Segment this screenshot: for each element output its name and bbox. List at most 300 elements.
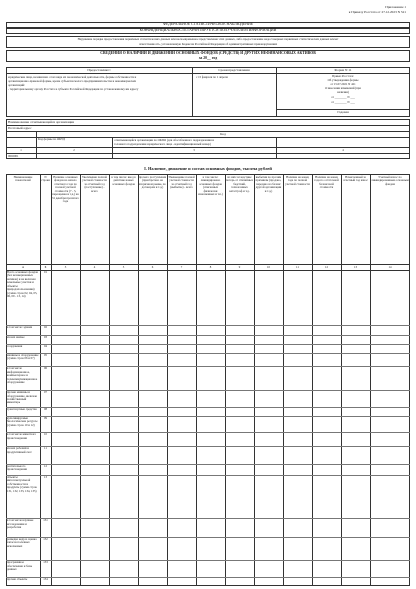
table-header-cell: Наличие на конец года по остаточной балансовой стоимости bbox=[314, 175, 339, 190]
value-cell[interactable] bbox=[254, 577, 283, 586]
value-cell[interactable] bbox=[196, 335, 225, 344]
value-cell[interactable] bbox=[312, 577, 341, 586]
value-cell[interactable] bbox=[254, 518, 283, 537]
value-cell[interactable] bbox=[167, 325, 196, 335]
row-label: растительного происхождения bbox=[7, 464, 27, 472]
value-cell[interactable] bbox=[312, 407, 341, 416]
column-number: Б bbox=[44, 264, 47, 269]
value-cell[interactable] bbox=[196, 416, 225, 433]
value-cell[interactable] bbox=[51, 464, 80, 475]
value-cell[interactable] bbox=[254, 353, 283, 367]
value-cell[interactable] bbox=[138, 390, 167, 407]
value-cell[interactable] bbox=[370, 270, 410, 325]
value-cell[interactable] bbox=[196, 464, 225, 475]
value-cell[interactable] bbox=[109, 407, 138, 416]
value-cell[interactable] bbox=[109, 366, 138, 390]
row-number: 10 bbox=[44, 432, 47, 437]
value-cell[interactable] bbox=[167, 537, 196, 561]
value-cell[interactable] bbox=[225, 416, 254, 433]
row-number: 07 bbox=[44, 390, 47, 395]
value-cell[interactable] bbox=[80, 537, 109, 561]
value-cell[interactable] bbox=[283, 366, 312, 390]
order-line-5: наличии) bbox=[337, 90, 349, 94]
value-cell[interactable] bbox=[370, 446, 410, 464]
code-header: Код bbox=[220, 132, 226, 136]
okud-label: Код формы по ОКУД bbox=[38, 137, 65, 141]
value-cell[interactable] bbox=[370, 537, 410, 561]
value-cell[interactable] bbox=[138, 518, 167, 537]
value-cell[interactable] bbox=[225, 432, 254, 446]
row-number: 02 bbox=[44, 325, 47, 330]
okpo-label-1: отчитывающейся организации по ОКПО (для обособленного подразделения и bbox=[114, 138, 214, 142]
table-header-cell: прочего поступления (приобретено на вторичном рынке, по договорам и т.д.) bbox=[138, 175, 167, 190]
value-cell[interactable] bbox=[283, 560, 312, 577]
row-label: из них рабочий и продуктивный скот bbox=[7, 447, 32, 454]
order-line-1: Приказ Росстата: bbox=[332, 74, 354, 78]
value-cell[interactable] bbox=[80, 344, 109, 353]
row-number: 03 bbox=[44, 334, 47, 339]
row-label: разведка недр и оценка запасов полезных ископаемых bbox=[7, 537, 37, 548]
value-cell[interactable] bbox=[225, 577, 254, 586]
value-cell[interactable] bbox=[51, 577, 80, 586]
value-cell[interactable] bbox=[370, 464, 410, 475]
value-cell[interactable] bbox=[51, 518, 80, 537]
column-number: 7 bbox=[180, 264, 183, 269]
value-cell[interactable] bbox=[196, 344, 225, 353]
value-cell[interactable] bbox=[167, 560, 196, 577]
value-cell[interactable] bbox=[138, 475, 167, 518]
value-cell[interactable] bbox=[167, 335, 196, 344]
value-cell[interactable] bbox=[80, 577, 109, 586]
value-cell[interactable] bbox=[138, 353, 167, 367]
table-header-cell: из них: вследствие потерь от стихийных бедствий, техногенных катастроф и т.д. bbox=[226, 175, 253, 193]
column-number: 9 bbox=[238, 264, 241, 269]
value-cell[interactable] bbox=[283, 390, 312, 407]
value-cell[interactable] bbox=[109, 270, 138, 325]
column-number: 8 bbox=[209, 264, 212, 269]
value-cell[interactable] bbox=[341, 353, 370, 367]
order-line-4: О внесении изменений (при bbox=[325, 86, 361, 90]
table-header-cell: Начисленный за отчетный год износ bbox=[342, 175, 369, 183]
value-cell[interactable] bbox=[167, 464, 196, 475]
value-cell[interactable] bbox=[341, 432, 370, 446]
value-cell[interactable] bbox=[225, 335, 254, 344]
row-number: 05 bbox=[44, 352, 47, 357]
value-cell[interactable] bbox=[109, 446, 138, 464]
row-number: 131 bbox=[43, 518, 48, 523]
value-cell[interactable] bbox=[225, 475, 254, 518]
value-cell[interactable] bbox=[80, 432, 109, 446]
value-cell[interactable] bbox=[283, 432, 312, 446]
table-header-cell: Учетный износ по ликвидированным основным фондам bbox=[371, 175, 409, 186]
value-cell[interactable] bbox=[51, 366, 80, 390]
value-cell[interactable] bbox=[196, 537, 225, 561]
value-cell[interactable] bbox=[167, 353, 196, 367]
value-cell[interactable] bbox=[254, 366, 283, 390]
column-number: 5 bbox=[122, 264, 125, 269]
value-cell[interactable] bbox=[138, 366, 167, 390]
value-cell[interactable] bbox=[283, 475, 312, 518]
value-cell[interactable] bbox=[283, 270, 312, 325]
table-header-cell: в том числе: ликвидировано основных фондов (списанных физически изношенных и т.п.) bbox=[198, 175, 223, 197]
column-number: А bbox=[21, 264, 25, 269]
value-cell[interactable] bbox=[167, 518, 196, 537]
value-cell[interactable] bbox=[167, 577, 196, 586]
value-cell[interactable] bbox=[109, 353, 138, 367]
value-cell[interactable] bbox=[254, 560, 283, 577]
value-cell[interactable] bbox=[51, 335, 80, 344]
value-cell[interactable] bbox=[196, 446, 225, 464]
value-cell[interactable] bbox=[370, 475, 410, 518]
value-cell[interactable] bbox=[283, 344, 312, 353]
value-cell[interactable] bbox=[312, 366, 341, 390]
value-cell[interactable] bbox=[341, 560, 370, 577]
value-cell[interactable] bbox=[370, 518, 410, 537]
report-title: СВЕДЕНИЯ О НАЛИЧИИ И ДВИЖЕНИИ ОСНОВНЫХ ФОНДОВ (СРЕДСТВ) И ДРУГИХ НЕФИНАНСОВЫХ АКТИВОВ bbox=[100, 51, 316, 55]
deadline-header: Сроки представления bbox=[218, 68, 250, 72]
value-cell[interactable] bbox=[196, 407, 225, 416]
value-cell[interactable] bbox=[225, 325, 254, 335]
value-cell[interactable] bbox=[138, 344, 167, 353]
value-cell[interactable] bbox=[283, 464, 312, 475]
order-reference: к Приказу Росстата от 27.12.2023 N 521 bbox=[348, 10, 406, 14]
value-cell[interactable] bbox=[254, 537, 283, 561]
value-cell[interactable] bbox=[341, 325, 370, 335]
row-label: прочие машины и оборудование, включая хозяйственный инвентарь bbox=[7, 391, 37, 405]
value-cell[interactable] bbox=[225, 464, 254, 475]
value-cell[interactable] bbox=[167, 407, 196, 416]
value-cell[interactable] bbox=[283, 407, 312, 416]
value-cell[interactable] bbox=[167, 416, 196, 433]
value-cell[interactable] bbox=[225, 518, 254, 537]
banner-line-1: ФЕДЕРАЛЬНОЕ СТАТИСТИЧЕСКОЕ НАБЛЮДЕНИЕ bbox=[162, 22, 254, 26]
value-cell[interactable] bbox=[109, 432, 138, 446]
value-cell[interactable] bbox=[312, 537, 341, 561]
row-label: из них жилые bbox=[7, 335, 25, 339]
value-cell[interactable] bbox=[109, 344, 138, 353]
value-cell[interactable] bbox=[51, 537, 80, 561]
column-number: 3 bbox=[64, 264, 67, 269]
value-cell[interactable] bbox=[254, 416, 283, 433]
value-cell[interactable] bbox=[109, 475, 138, 518]
column-number: 6 bbox=[151, 264, 154, 269]
value-cell[interactable] bbox=[341, 366, 370, 390]
submitters-desc-3: организаций: bbox=[8, 83, 25, 87]
row-label: в том числе научные исследования и разработки bbox=[7, 519, 34, 529]
value-cell[interactable] bbox=[370, 366, 410, 390]
value-cell[interactable] bbox=[254, 390, 283, 407]
row-label: в том числе: здания bbox=[7, 326, 32, 330]
column-number: 10 bbox=[267, 264, 270, 269]
column-number: 14 bbox=[388, 264, 392, 269]
value-cell[interactable] bbox=[138, 560, 167, 577]
table-header-cell: в том числе: ввод в действие новых основных фондов bbox=[111, 175, 136, 186]
value-cell[interactable] bbox=[80, 390, 109, 407]
warning-line-1: Нарушение порядка предоставления первичных статистических данных или несвоевременное представление этих данных, либо предоставление недостоверных первичных статистических данных влечет bbox=[77, 37, 339, 41]
value-cell[interactable] bbox=[80, 366, 109, 390]
column-number: 4 bbox=[93, 264, 96, 269]
row-label: объекты интеллектуальной собственности и продукты (сумма строк 131, 132, 133, 134, 135) bbox=[7, 475, 37, 493]
value-cell[interactable] bbox=[80, 464, 109, 475]
value-cell[interactable] bbox=[167, 446, 196, 464]
table-header-cell: Увеличение полной учетной стоимости за отчетный год (поступление) - всего bbox=[81, 175, 107, 193]
value-cell[interactable] bbox=[138, 432, 167, 446]
column-number: 13 bbox=[354, 264, 357, 269]
value-cell[interactable] bbox=[254, 335, 283, 344]
table-header-cell: N строки bbox=[41, 175, 50, 183]
value-cell[interactable] bbox=[80, 416, 109, 433]
value-cell[interactable] bbox=[138, 446, 167, 464]
value-cell[interactable] bbox=[312, 518, 341, 537]
value-cell[interactable] bbox=[167, 366, 196, 390]
value-cell[interactable] bbox=[167, 432, 196, 446]
value-cell[interactable] bbox=[283, 325, 312, 335]
value-cell[interactable] bbox=[196, 353, 225, 367]
value-cell[interactable] bbox=[80, 560, 109, 577]
value-cell[interactable] bbox=[254, 344, 283, 353]
value-cell[interactable] bbox=[80, 325, 109, 335]
value-cell[interactable] bbox=[109, 577, 138, 586]
table-header-cell: Наличие основных фондов на начало отчетного года по полной учетной стоимости (7 - 5, переоценка и т.д.) на 31 декабря прошлого года bbox=[51, 175, 80, 204]
column-number: 12 bbox=[325, 264, 328, 269]
value-cell[interactable] bbox=[196, 325, 225, 335]
value-cell[interactable] bbox=[312, 446, 341, 464]
submitters-header: Предоставляют: bbox=[87, 68, 111, 72]
row-label: сооружения bbox=[7, 344, 23, 348]
row-number: 06 bbox=[44, 366, 47, 371]
value-cell[interactable] bbox=[312, 560, 341, 577]
value-cell[interactable] bbox=[196, 366, 225, 390]
value-cell[interactable] bbox=[225, 560, 254, 577]
value-cell[interactable] bbox=[370, 353, 410, 367]
value-cell[interactable] bbox=[254, 464, 283, 475]
warning-line-2: ответственность, установленную Кодексом Российской Федерации об административных правонарушениях bbox=[138, 42, 278, 46]
submitters-desc-1: юридические лица, независимо от их вида их экономической деятельности, формы собственности и bbox=[8, 75, 137, 79]
value-cell[interactable] bbox=[283, 335, 312, 344]
value-cell[interactable] bbox=[225, 353, 254, 367]
value-cell[interactable] bbox=[312, 335, 341, 344]
value-cell[interactable] bbox=[80, 270, 109, 325]
value-cell[interactable] bbox=[254, 325, 283, 335]
value-cell[interactable] bbox=[51, 390, 80, 407]
value-cell[interactable] bbox=[254, 475, 283, 518]
appendix-label: Приложение 1 bbox=[385, 5, 406, 9]
value-cell[interactable] bbox=[80, 353, 109, 367]
value-cell[interactable] bbox=[283, 577, 312, 586]
value-cell[interactable] bbox=[312, 353, 341, 367]
value-cell[interactable] bbox=[167, 344, 196, 353]
section-title: I. Наличие, движение и состав основных фондов, тысяча рублей bbox=[144, 166, 272, 171]
value-cell[interactable] bbox=[225, 446, 254, 464]
value-cell[interactable] bbox=[167, 475, 196, 518]
value-cell[interactable] bbox=[225, 366, 254, 390]
report-periodicity: Годовая bbox=[337, 110, 349, 114]
row-number: 04 bbox=[44, 343, 47, 348]
submitters-desc-4: - территориальному органу Росстата в субъекте Российской Федерации по установленному им адресу bbox=[8, 87, 139, 91]
value-cell[interactable] bbox=[138, 270, 167, 325]
value-cell[interactable] bbox=[196, 560, 225, 577]
value-cell[interactable] bbox=[341, 270, 370, 325]
value-cell[interactable] bbox=[51, 446, 80, 464]
value-cell[interactable] bbox=[283, 446, 312, 464]
value-cell[interactable] bbox=[341, 407, 370, 416]
value-cell[interactable] bbox=[312, 416, 341, 433]
value-cell[interactable] bbox=[341, 464, 370, 475]
table-header-cell: Наименование показателей bbox=[13, 175, 33, 183]
value-cell[interactable] bbox=[138, 577, 167, 586]
value-cell[interactable] bbox=[51, 475, 80, 518]
value-cell[interactable] bbox=[312, 325, 341, 335]
value-cell[interactable] bbox=[254, 446, 283, 464]
value-cell[interactable] bbox=[225, 344, 254, 353]
order-line-2: Об утверждении формы bbox=[327, 78, 359, 82]
column-divider bbox=[40, 174, 41, 586]
okpo-label-2: головного подразделения юридического лица - идентификационный номер) bbox=[114, 142, 211, 146]
value-cell[interactable] bbox=[109, 518, 138, 537]
row-number: 134 bbox=[43, 577, 48, 582]
value-cell[interactable] bbox=[283, 518, 312, 537]
value-cell[interactable] bbox=[341, 446, 370, 464]
value-cell[interactable] bbox=[312, 270, 341, 325]
value-cell[interactable] bbox=[283, 416, 312, 433]
row-label: в том числе информационное, компьютерное и телекоммуникационное оборудование bbox=[7, 367, 38, 385]
value-cell[interactable] bbox=[109, 537, 138, 561]
value-cell[interactable] bbox=[341, 416, 370, 433]
order-line-6: от ________ N ___ bbox=[331, 95, 355, 99]
form-page: Приложение 1 к Приказу Росстата от 27.12.2023 N 521 ФЕДЕРАЛЬНОЕ СТАТИСТИЧЕСКОЕ НАБЛЮДЕНИЕ КОНФИДЕНЦИАЛЬНОСТЬ ГАРАНТИРУЕТСЯ ПОЛУЧАТЕЛЕМ ИНФОРМАЦИИ Нарушение порядка предоставления первичных статистических данных или несвоевременное представление этих данных, либо предоставление недостоверных первичных статистических данных влечет ответственность, установленную Кодексом Российской Федерации об административных правонарушениях СВЕДЕНИЯ О НАЛИЧИИ И ДВИЖЕНИИ ОСНОВНЫХ ФОНДОВ (СРЕДСТВ) И ДРУГИХ НЕФИНАНСОВЫХ АКТИВОВ за 20__ год Предоставляют: Сроки представления Форма N 11 юридические лица, независимо от их вида их экономической деятельности, формы собственности и организационно-правовой формы, кроме субъектов малого предпринимательства и некоммерческих организаций: - территориальному органу Росстата в субъекте Российской Федерации по установленному им адресу с 15 февраля по 1 апреля Приказ Росстата: Об утверждении формы от 15.07.2021 N 421 О внесении изменений (при наличии) от ________ N ___ от ________ N ___ Годовая Наименование отчитывающейся организации Почтовый адрес Код Код формы по ОКУД отчитывающейся организации по ОКПО (для обособленного подразделения и головного подразделения юридического лица - идентификационный номер) 1 2 3 4 0602001 I. Наличие, движение и состав основных фондов, тысяча рублей Наименование показателей N строки Наличие основных фондов на начало отчетного года по полной учетной стоимости (7 - 5, переоценка и т.д.) на 31 декабря прошлого года Увеличение полной учетной стоимости за отчетный год (поступление) - всего в том числе: ввод в действие новых основных фондов прочего поступления (приобретено на вторичном рынке, по договорам и т.д.) Уменьшение полной учетной стоимости за отчетный год (выбытие) - всего в том числе: ликвидировано основных фондов (списанных физически изношенных и т.п.) из них: вследствие потерь от стихийных бедствий, техногенных катастроф и т.д. выбытия по прочим причинам (продано, передано на баланс другой организации и т.д.) Наличие на конец года по полной учетной стоимости Наличие на конец года по остаточной балансовой стоимости Начисленный за отчетный год износ Учетный износ по ликвидированным основным фондам А Б 3 4 5 6 7 8 9 10 11 12 13 14 Всего основных фондов (без незавершенных активов) и не включая земельные участки и объекты природопользования) (сумма строк 02, 04, 05, 06, 09 - 13, 14) 01 в том числе: здания 02 из них жилые 03 сооружения 04 машины и оборудование (сумма строк 06 и 07) 05 в том числе информационное, компьютерное и телекоммуникационное оборудование 06 прочие машины и оборудование, включая хозяйственный инвентарь 07 транспортные средства 08 культивируемые биологические ресурсы (сумма строк 10 и 12) 09 в том числе животного происхождения 10 из них рабочий и продуктивный скот 11 растительного происхождения 12 объекты интеллектуальной собственности и продукты (сумма строк 131, 132, 133, 134, 135) 13 в том числе научные исследования и разработки 131 разведка недр и оценка запасов полезных ископаемых 132 программное обеспечение и базы данных 133 прочие объекты 134 bbox=[0, 0, 416, 589]
report-year: за 20__ год bbox=[198, 56, 218, 60]
value-cell[interactable] bbox=[370, 344, 410, 353]
value-cell[interactable] bbox=[370, 335, 410, 344]
table-header-cell: Наличие на конец года по полной учетной стоимости bbox=[285, 175, 310, 186]
row-label: машины и оборудование (сумма строк 06 и 07) bbox=[7, 353, 39, 361]
row-number: 11 bbox=[44, 446, 47, 451]
value-cell[interactable] bbox=[283, 353, 312, 367]
order-line-7: от ________ N ___ bbox=[331, 100, 355, 104]
table-header-cell: Уменьшение полной учетной стоимости за отчетный год (выбытие) - всего bbox=[168, 175, 195, 190]
value-cell[interactable] bbox=[341, 344, 370, 353]
table-header-cell: выбытия по прочим причинам (продано, передано на баланс другой организации и т.д.) bbox=[255, 175, 282, 193]
value-cell[interactable] bbox=[109, 416, 138, 433]
form-number: Форма N 11 bbox=[334, 68, 352, 72]
deadline-value: с 15 февраля по 1 апреля bbox=[196, 75, 228, 79]
value-cell[interactable] bbox=[138, 464, 167, 475]
value-cell[interactable] bbox=[51, 416, 80, 433]
value-cell[interactable] bbox=[138, 537, 167, 561]
value-cell[interactable] bbox=[370, 407, 410, 416]
value-cell[interactable] bbox=[254, 432, 283, 446]
order-line-3: от 15.07.2021 N 421 bbox=[330, 82, 356, 86]
column-number: 11 bbox=[296, 264, 299, 269]
value-cell[interactable] bbox=[341, 475, 370, 518]
value-cell[interactable] bbox=[196, 270, 225, 325]
value-cell[interactable] bbox=[225, 407, 254, 416]
value-cell[interactable] bbox=[312, 432, 341, 446]
value-cell[interactable] bbox=[283, 537, 312, 561]
value-cell[interactable] bbox=[51, 432, 80, 446]
value-cell[interactable] bbox=[341, 518, 370, 537]
value-cell[interactable] bbox=[196, 475, 225, 518]
value-cell[interactable] bbox=[109, 390, 138, 407]
value-cell[interactable] bbox=[167, 270, 196, 325]
value-cell[interactable] bbox=[80, 446, 109, 464]
value-cell[interactable] bbox=[109, 325, 138, 335]
row-label: прочие объекты bbox=[7, 578, 28, 582]
value-cell[interactable] bbox=[341, 390, 370, 407]
value-cell[interactable] bbox=[51, 270, 80, 325]
value-cell[interactable] bbox=[138, 325, 167, 335]
row-label: в том числе животного происхождения bbox=[7, 433, 37, 440]
value-cell[interactable] bbox=[225, 537, 254, 561]
value-cell[interactable] bbox=[370, 325, 410, 335]
value-cell[interactable] bbox=[225, 270, 254, 325]
value-cell[interactable] bbox=[109, 560, 138, 577]
value-cell[interactable] bbox=[341, 335, 370, 344]
row-number: 08 bbox=[44, 406, 47, 411]
value-cell[interactable] bbox=[138, 335, 167, 344]
submitters-desc-2: организационно-правовой формы, кроме субъектов малого предпринимательства и некоммерческих bbox=[8, 79, 137, 83]
row-number: 01 bbox=[44, 270, 47, 274]
value-cell[interactable] bbox=[109, 335, 138, 344]
row-label: транспортные средства bbox=[7, 407, 37, 411]
value-cell[interactable] bbox=[225, 390, 254, 407]
value-cell[interactable] bbox=[312, 464, 341, 475]
value-cell[interactable] bbox=[312, 390, 341, 407]
row-number: 09 bbox=[44, 415, 47, 420]
value-cell[interactable] bbox=[370, 432, 410, 446]
value-cell[interactable] bbox=[138, 416, 167, 433]
value-cell[interactable] bbox=[51, 344, 80, 353]
value-cell[interactable] bbox=[80, 407, 109, 416]
value-cell[interactable] bbox=[51, 325, 80, 335]
value-cell[interactable] bbox=[312, 475, 341, 518]
value-cell[interactable] bbox=[370, 416, 410, 433]
row-number: 133 bbox=[43, 560, 48, 565]
value-cell[interactable] bbox=[196, 577, 225, 586]
value-cell[interactable] bbox=[80, 475, 109, 518]
okud-code: 0602001 bbox=[8, 154, 19, 158]
postal-address-label: Почтовый адрес bbox=[8, 126, 32, 130]
value-cell[interactable] bbox=[254, 407, 283, 416]
value-cell[interactable] bbox=[51, 560, 80, 577]
row-label: культивируемые биологические ресурсы (сумма строк 10 и 12) bbox=[7, 416, 38, 427]
value-cell[interactable] bbox=[196, 390, 225, 407]
value-cell[interactable] bbox=[341, 577, 370, 586]
value-cell[interactable] bbox=[80, 518, 109, 537]
org-name-label: Наименование отчитывающейся организации bbox=[8, 120, 75, 124]
value-cell[interactable] bbox=[196, 518, 225, 537]
value-cell[interactable] bbox=[196, 432, 225, 446]
row-label: Всего основных фондов (без незавершенных активов) и не включая земельные участки и объекты природопользования) (сумма строк 02, 04, 05, 06, 09 - 13, 14) bbox=[7, 271, 38, 299]
value-cell[interactable] bbox=[370, 390, 410, 407]
value-cell[interactable] bbox=[51, 407, 80, 416]
value-cell[interactable] bbox=[138, 407, 167, 416]
row-number: 132 bbox=[43, 536, 48, 541]
banner-line-2: КОНФИДЕНЦИАЛЬНОСТЬ ГАРАНТИРУЕТСЯ ПОЛУЧАТЕЛЕМ ИНФОРМАЦИИ bbox=[139, 28, 277, 32]
row-number: 13 bbox=[44, 474, 47, 479]
row-number: 12 bbox=[44, 463, 47, 468]
value-cell[interactable] bbox=[51, 353, 80, 367]
value-cell[interactable] bbox=[167, 390, 196, 407]
value-cell[interactable] bbox=[370, 560, 410, 577]
value-cell[interactable] bbox=[370, 577, 410, 586]
row-label: программное обеспечение и базы данных bbox=[7, 561, 33, 572]
value-cell[interactable] bbox=[109, 464, 138, 475]
value-cell[interactable] bbox=[80, 335, 109, 344]
value-cell[interactable] bbox=[254, 270, 283, 325]
value-cell[interactable] bbox=[341, 537, 370, 561]
value-cell[interactable] bbox=[312, 344, 341, 353]
